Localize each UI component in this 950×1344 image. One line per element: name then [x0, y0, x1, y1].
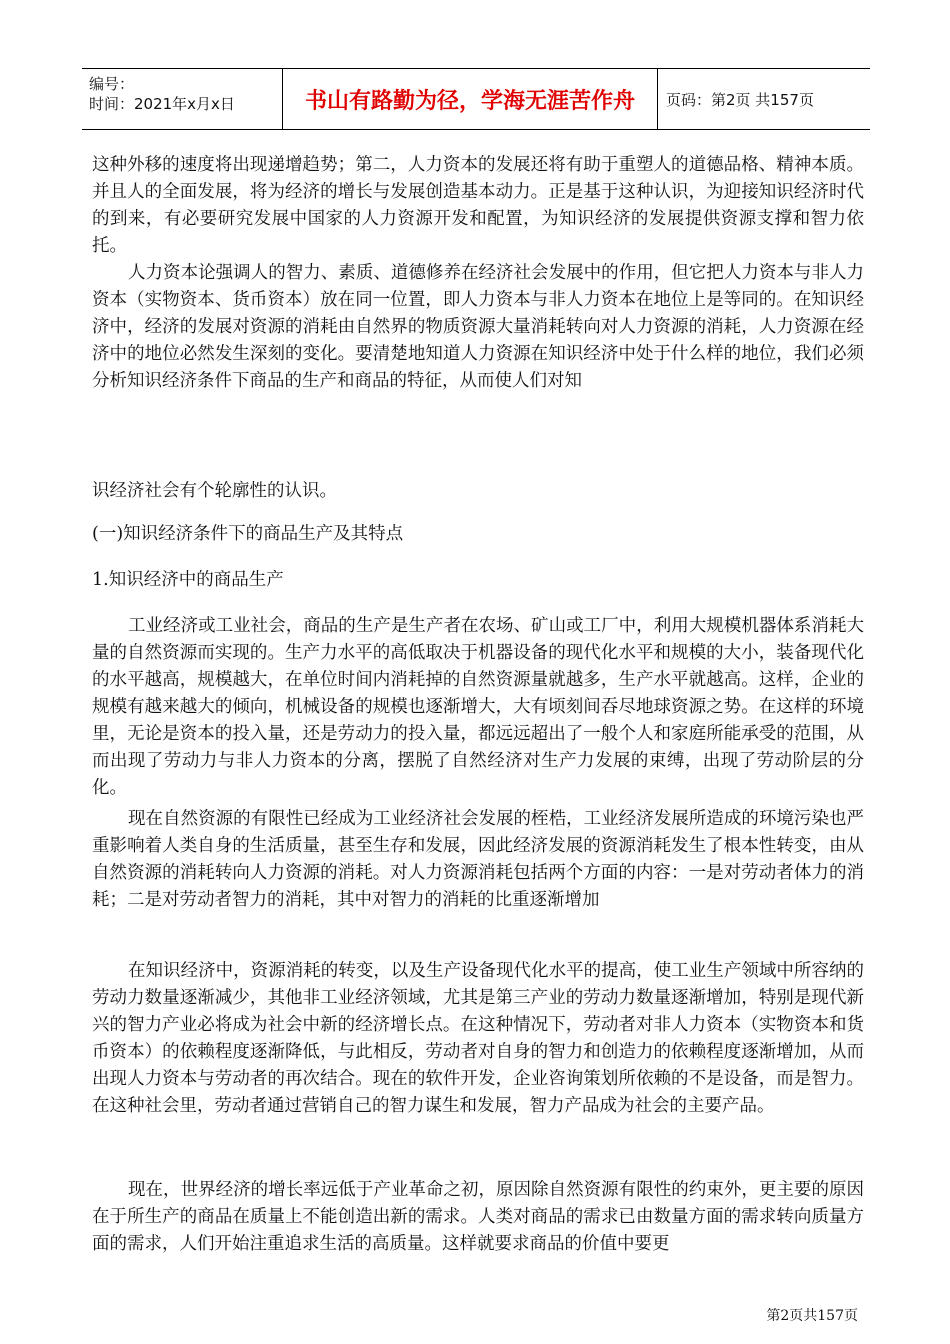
page-header	[82, 68, 870, 130]
paragraph: 这种外移的速度将出现递增趋势；第二，人力资本的发展还将有助于重塑人的道德品格、精神本质。并且人的全面发展，将为经济的增长与发展创造基本动力。正是基于这种认识，为迎接知识经济时代的到来，有必要研究发展中国家的人力资源开发和配置，为知识经济的发展提供资源支撑和智力依托。	[92, 155, 864, 256]
header-page-number: 页码：第2页 共157页	[666, 90, 814, 109]
header-motto: 书山有路勤为径，学海无涯苦作舟	[282, 69, 658, 129]
subsection-heading: 1.知识经济中的商品生产	[92, 570, 284, 590]
paragraph: 现在，世界经济的增长率远低于产业革命之初，原因除自然资源有限性的约束外，更主要的原因在于所生产的商品在质量上不能创造出新的需求。人类对商品的需求已由数量方面的需求转向质量方面的需求，人们开始注重追求生活的高质量。这样就要求商品的价值中要更	[92, 1180, 864, 1254]
header-meta	[82, 69, 282, 129]
page-footer: 第2页共157页	[766, 1308, 858, 1324]
paragraph: 在知识经济中，资源消耗的转变，以及生产设备现代化水平的提高，使工业生产领域中所容纳的劳动力数量逐渐减少，其他非工业经济领域，尤其是第三产业的劳动力数量逐渐增加，特别是现代新兴的智力产业必将成为社会中新的经济增长点。在这种情况下，劳动者对非人力资本（实物资本和货币资本）的依赖程度逐渐降低，与此相反，劳动者对自身的智力和创造力的依赖程度逐渐增加，从而出现人力资本与劳动者的再次结合。现在的软件开发，企业咨询策划所依赖的不是设备，而是智力。在这种社会里，劳动者通过营销自己的智力谋生和发展，智力产品成为社会的主要产品。	[92, 961, 864, 1116]
paragraph: 工业经济或工业社会，商品的生产是生产者在农场、矿山或工厂中，利用大规模机器体系消耗大量的自然资源而实现的。生产力水平的高低取决于机器设备的现代化水平和规模的大小，装备现代化的水平越高，规模越大，在单位时间内消耗掉的自然资源量就越多，生产水平就越高。这样，企业的规模有越来越大的倾向，机械设备的规模也逐渐增大，大有顷刻间吞尽地球资源之势。在这样的环境里，无论是资本的投入量，还是劳动力的投入量，都远远超出了一般个人和家庭所能承受的范围，从而出现了劳动力与非人力资本的分离，摆脱了自然经济对生产力发展的束缚，出现了劳动阶层的分化。	[92, 616, 864, 798]
section-heading: (一)知识经济条件下的商品生产及其特点	[92, 524, 404, 544]
paragraph: 人力资本论强调人的智力、素质、道德修养在经济社会发展中的作用，但它把人力资本与非人力资本（实物资本、货币资本）放在同一位置，即人力资本与非人力资本在地位上是等同的。在知识经济中，经济的发展对资源的消耗由自然界的物质资源大量消耗转向对人力资源的消耗，人力资源在经济中的地位必然发生深刻的变化。要清楚地知道人力资源在知识经济中处于什么样的地位，我们必须分析知识经济条件下商品的生产和商品的特征，从而使人们对知	[92, 263, 864, 391]
paragraph: 识经济社会有个轮廓性的认识。	[92, 481, 337, 501]
date-label: 时间：2021年x月x日	[89, 95, 235, 113]
serial-label: 编号：	[89, 75, 135, 93]
paragraph: 现在自然资源的有限性已经成为工业经济社会发展的桎梏，工业经济发展所造成的环境污染也严重影响着人类自身的生活质量，甚至生存和发展，因此经济发展的资源消耗发生了根本性转变，由从自然资源的消耗转向人力资源的消耗。对人力资源消耗包括两个方面的内容：一是对劳动者体力的消耗；二是对劳动者智力的消耗，其中对智力的消耗的比重逐渐增加	[92, 809, 864, 910]
